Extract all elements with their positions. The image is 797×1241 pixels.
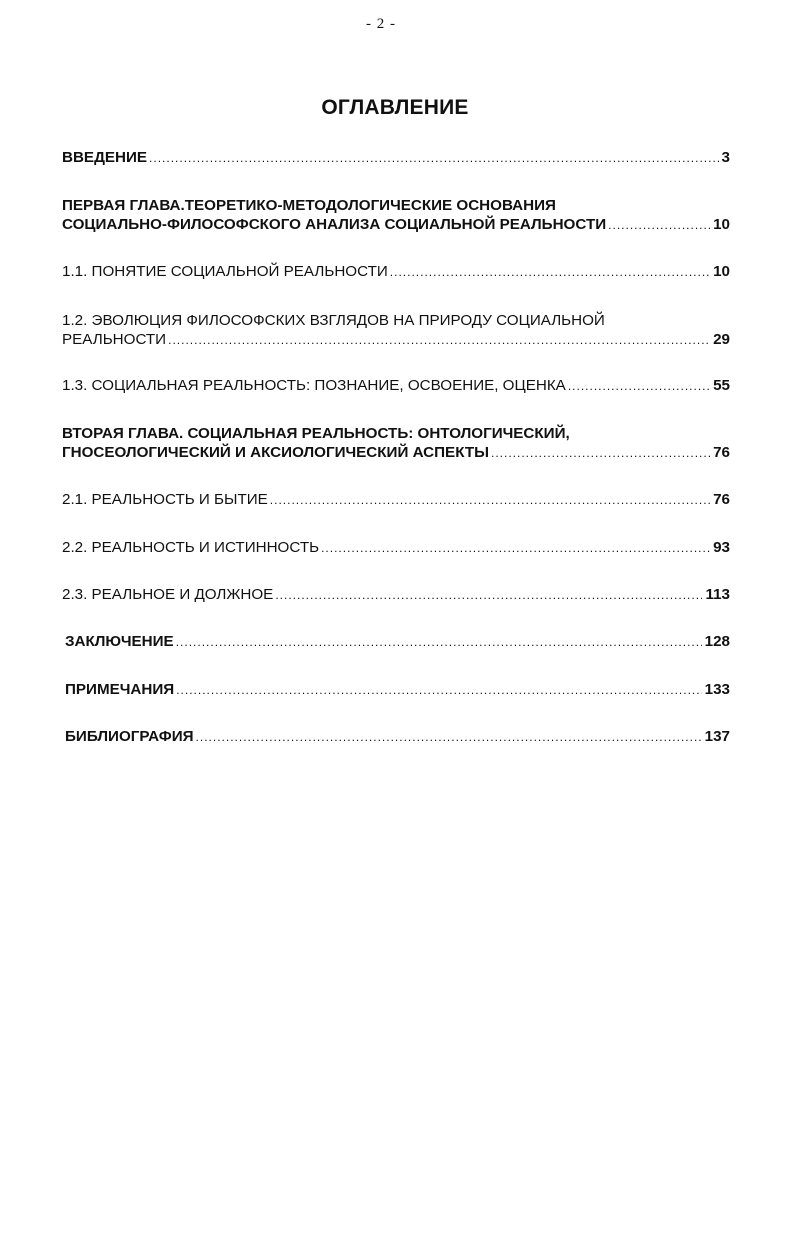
toc-entry-page: 128 <box>704 633 730 650</box>
page-number: - 2 - <box>366 16 396 32</box>
dot-leader <box>491 444 710 463</box>
toc-entry-text: ВТОРАЯ ГЛАВА. СОЦИАЛЬНАЯ РЕАЛЬНОСТЬ: ОНТОЛОГИЧЕСКИЙ, <box>62 425 570 442</box>
toc-entry-section-2-1[interactable] <box>62 490 730 510</box>
toc-entry-text: 2.3. РЕАЛЬНОЕ И ДОЛЖНОЕ <box>62 586 274 603</box>
dot-leader <box>321 539 710 558</box>
toc-entry-chapter-1[interactable] <box>62 196 730 235</box>
dot-leader <box>390 263 710 282</box>
toc-entry-text: 1.2. ЭВОЛЮЦИЯ ФИЛОСОФСКИХ ВЗГЛЯДОВ НА ПРИРОДУ СОЦИАЛЬНОЙ <box>62 312 605 329</box>
toc-entry-text: БИБЛИОГРАФИЯ <box>65 728 194 745</box>
toc-entry-text: ПРИМЕЧАНИЯ <box>65 681 175 698</box>
toc-entry-text: ЗАКЛЮЧЕНИЕ <box>65 633 174 650</box>
toc-entry-conclusion[interactable] <box>65 632 730 652</box>
toc-entry-notes[interactable] <box>65 680 730 700</box>
toc-entry-section-1-1[interactable] <box>62 262 730 282</box>
dot-leader <box>176 633 702 652</box>
toc-entry-introduction[interactable] <box>62 148 730 168</box>
dot-leader <box>568 377 710 396</box>
toc-entry-text: 2.2. РЕАЛЬНОСТЬ И ИСТИННОСТЬ <box>62 539 320 556</box>
toc-entry-text: 2.1. РЕАЛЬНОСТЬ И БЫТИЕ <box>62 491 268 508</box>
toc-entry-page: 76 <box>713 491 730 508</box>
toc-entry-page: 93 <box>713 539 730 556</box>
toc-entry-page: 10 <box>713 216 730 233</box>
toc-entry-page: 10 <box>713 263 730 280</box>
toc-entry-page: 133 <box>704 681 730 698</box>
toc-entry-section-1-2[interactable] <box>62 311 730 350</box>
dot-leader <box>608 216 710 235</box>
toc-entry-page: 55 <box>713 377 730 394</box>
toc-title: ОГЛАВЛЕНИЕ <box>321 96 469 119</box>
toc-entry-section-2-3[interactable] <box>62 585 730 605</box>
toc-entry-text: РЕАЛЬНОСТИ <box>62 331 167 348</box>
toc-entry-text: 1.1. ПОНЯТИЕ СОЦИАЛЬНОЙ РЕАЛЬНОСТИ <box>62 263 388 280</box>
toc-entry-page: 29 <box>713 331 730 348</box>
toc-entry-page: 3 <box>721 149 730 166</box>
toc-entry-section-1-3[interactable] <box>62 376 730 396</box>
toc-entry-chapter-2[interactable] <box>62 424 730 463</box>
toc-entry-section-2-2[interactable] <box>62 538 730 558</box>
toc-entry-page: 137 <box>704 728 730 745</box>
dot-leader <box>176 681 701 700</box>
dot-leader <box>196 728 702 747</box>
dot-leader <box>168 331 710 350</box>
toc-entry-text: 1.3. СОЦИАЛЬНАЯ РЕАЛЬНОСТЬ: ПОЗНАНИЕ, ОСВОЕНИЕ, ОЦЕНКА <box>62 377 566 394</box>
toc-entry-text: ПЕРВАЯ ГЛАВА.ТЕОРЕТИКО-МЕТОДОЛОГИЧЕСКИЕ ОСНОВАНИЯ <box>62 197 556 214</box>
dot-leader <box>275 586 702 605</box>
toc-entry-page: 113 <box>705 586 730 603</box>
toc-entry-text: СОЦИАЛЬНО-ФИЛОСОФСКОГО АНАЛИЗА СОЦИАЛЬНОЙ РЕАЛЬНОСТИ <box>62 216 607 233</box>
dot-leader <box>149 149 719 168</box>
dot-leader <box>270 491 710 510</box>
toc-entry-text: ВВЕДЕНИЕ <box>62 149 148 166</box>
toc-entry-bibliography[interactable] <box>65 727 730 747</box>
toc-entry-page: 76 <box>713 444 730 461</box>
toc-entry-text: ГНОСЕОЛОГИЧЕСКИЙ И АКСИОЛОГИЧЕСКИЙ АСПЕКТЫ <box>62 444 489 461</box>
